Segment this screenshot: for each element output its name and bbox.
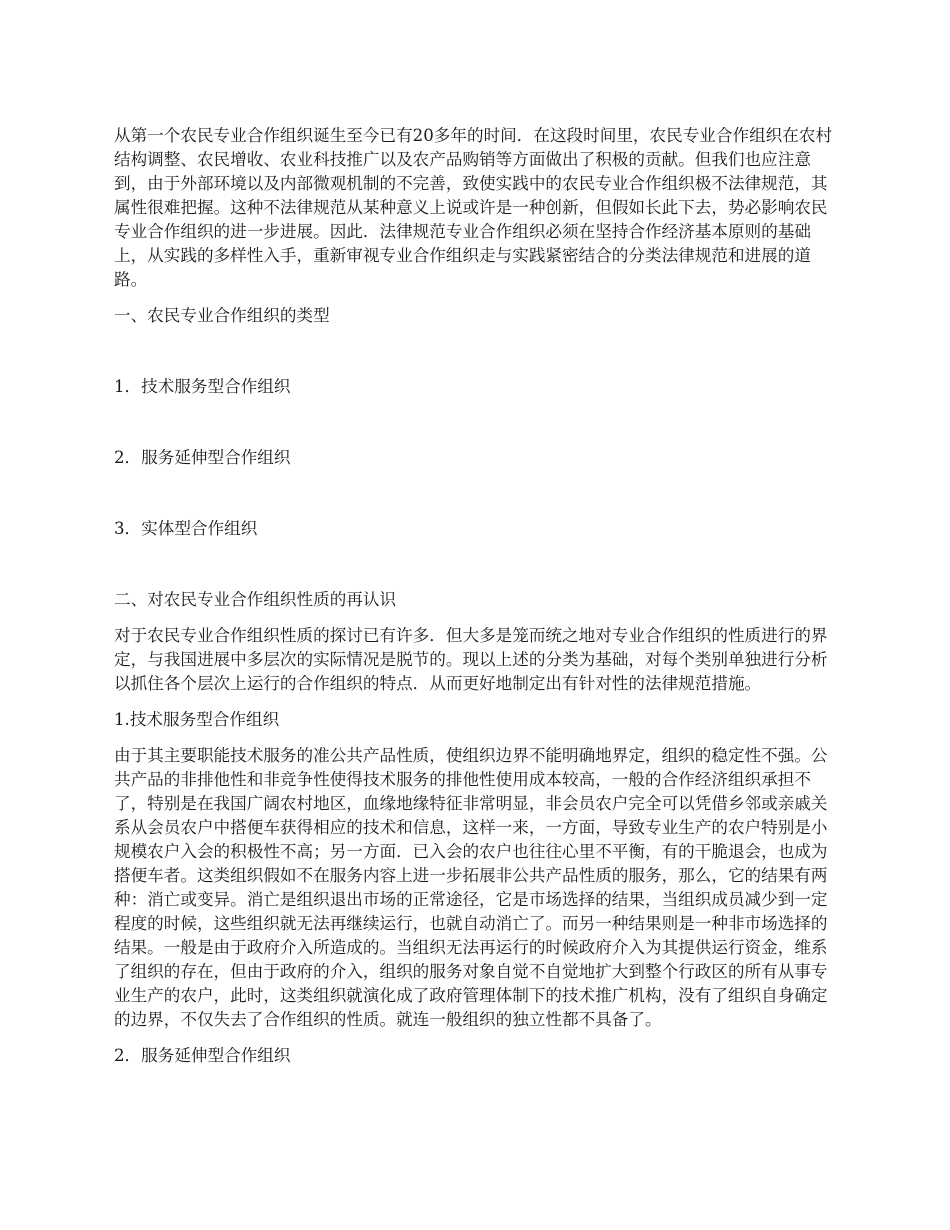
section2-heading: 二、对农民专业合作组织性质的再认识: [114, 590, 397, 609]
intro-paragraph: 从第一个农民专业合作组织诞生至今已有20多年的时间．在这段时间里，农民专业合作组织在农村结构调整、农民增收、农业科技推广以及农产品购销等方面做出了积极的贡献。但我们也应注意到，由于外部环境以及内部微观机制的不完善，致使实践中的农民专业合作组织极不法律规范，其属性很难把握。这种不法律规范从某种意义上说或许是一种创新，但假如长此下去，势必影响农民专业合作组织的进一步进展。因此．法律规范专业合作组织必须在坚持合作经济基本原则的基础上，从实践的多样性入手，重新审视专业合作组织走与实践紧密结合的分类法律规范和进展的道路。: [114, 126, 833, 289]
sub1-paragraph: 由于其主要职能技术服务的准公共产品性质，使组织边界不能明确地界定，组织的稳定性不强。公共产品的非排他性和非竞争性使得技术服务的排他性使用成本较高，一般的合作经济组织承担不了，特别是在我国广阔农村地区，血缘地缘特征非常明显，非会员农户完全可以凭借乡邻或亲戚关系从会员农户中搭便车获得相应的技术和信息，这样一来，一方面，导致专业生产的农户特别是小规模农户入会的积极性不高；另一方面．已入会的农户也往往心里不平衡，有的干脆退会，也成为搭便车者。这类组织假如不在服务内容上进一步拓展非公共产品性质的服务，那么，它的结果有两种：消亡或变异。消亡是组织退出市场的正常途径，它是市场选择的结果，当组织成员减少到一定程度的时候，这些组织就无法再继续运行，也就自动消亡了。而另一种结果则是一种非市场选择的结果。一般是由于政府介入所造成的。当组织无法再运行的时候政府介入为其提供运行资金，维系了组织的存在，但由于政府的介入，组织的服务对象自觉不自觉地扩大到整个行政区的所有从事专业生产的农户，此时，这类组织就演化成了政府管理体制下的技术推广机构，没有了组织自身确定的边界，不仅失去了合作组织的性质。就连一般组织的独立性都不具备了。: [114, 746, 828, 1029]
sub1-heading: 1.技术服务型合作组织: [114, 710, 280, 729]
sub2-heading: 2．服务延伸型合作组织: [114, 1046, 291, 1065]
type1-heading: 1．技术服务型合作组织: [114, 377, 291, 396]
section2-paragraph: 对于农民专业合作组织性质的探讨已有许多．但大多是笼而统之地对专业合作组织的性质进行的界定，与我国进展中多层次的实际情况是脱节的。现以上述的分类为基础，对每个类别单独进行分析以抓住各个层次上运行的合作组织的特点．从而更好地制定出有针对性的法律规范措施。: [114, 626, 828, 693]
document-page: [114, 124, 838, 1068]
type3-heading: 3．实体型合作组织: [114, 519, 258, 538]
section1-heading: 一、农民专业合作组织的类型: [114, 306, 330, 325]
type2-heading: 2．服务延伸型合作组织: [114, 448, 291, 467]
